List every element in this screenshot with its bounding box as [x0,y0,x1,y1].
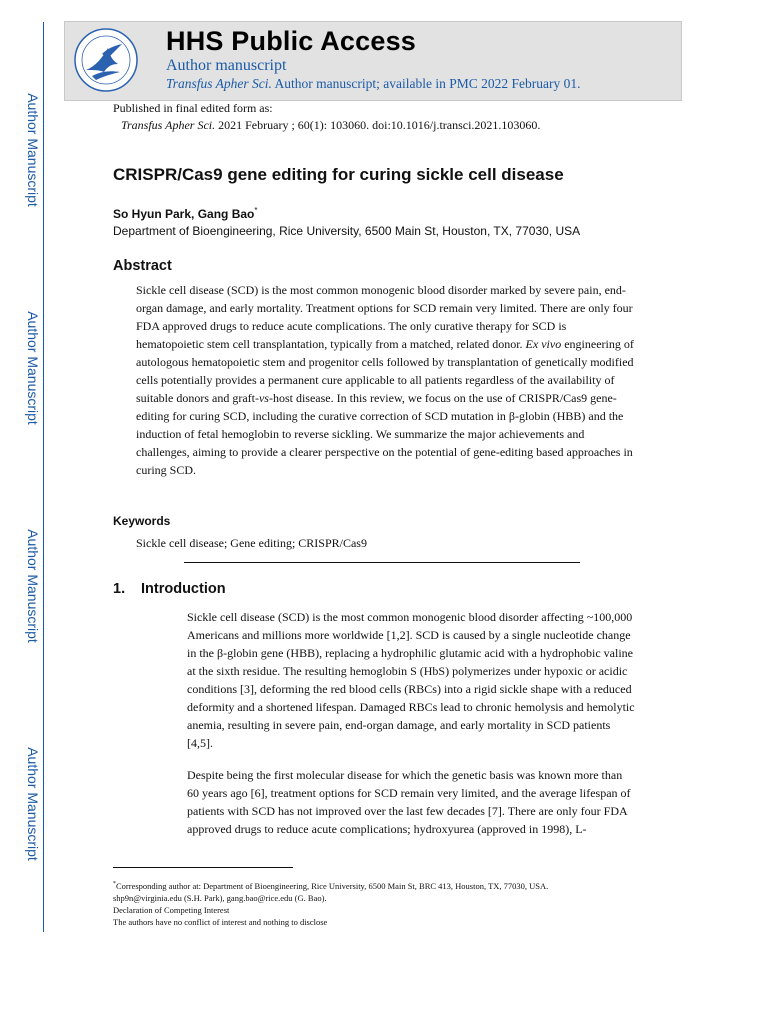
affiliation: Department of Bioengineering, Rice University, 6500 Main St, Houston, TX, 77030, USA [113,224,581,238]
declaration-heading: Declaration of Competing Interest [113,904,230,915]
intro-paragraph: Despite being the first molecular disease for which the genetic basis was known more than 60 years ago [6], treatment options for SCD remain very limited, and the average lifespan of patients with SCD has not improved over the last few decades [7]. There are only four FDA approved drugs to reduce acute complications; hydroxyurea (approved in 1998), L- [187,768,631,836]
published-label: Published in final edited form as: [113,101,273,115]
footnote-mark: * [113,881,116,887]
corresponding-author: Corresponding author at: Department of Bioengineering, Rice University, 6500 Main St, BRC 413, Houston, TX, 77030, USA. [116,880,549,891]
author-list [113,206,258,221]
author-names: So Hyun Park, Gang Bao [113,207,255,221]
section-title: Introduction [141,581,226,597]
margin-rule [43,22,44,932]
abstract-emphasis: Ex vivo [525,337,562,351]
footnote-rule [113,867,293,868]
published-journal: Transfus Apher Sci. [121,118,216,132]
published-citation [113,100,540,134]
author-manuscript-label: Author Manuscript [25,529,41,643]
corresponding-mark: * [254,206,258,215]
footnote [113,878,673,928]
section-divider [184,562,580,563]
journal-availability [166,76,580,92]
author-emails: shp9n@virginia.edu (S.H. Park), gang.bao@rice.edu (G. Bao). [113,892,327,903]
hhs-eagle-seal-icon [72,26,140,94]
availability-text: Author manuscript; available in PMC 2022 February 01. [274,76,581,91]
author-manuscript-label: Author Manuscript [25,93,41,207]
abstract-body [136,281,636,479]
abstract-text: engineering of autologous hematopoietic stem and progenitor cells followed by transplantation of genetically modified cells potentially provides a permanent cure applicable to all patients regardless of the availability of suitable donors and graft- [136,337,634,405]
keywords-list: Sickle cell disease; Gene editing; CRISPR/Cas9 [136,536,367,550]
introduction-heading [113,581,226,597]
author-manuscript-label: Author Manuscript [25,747,41,861]
abstract-text: -host disease. In this review, we focus on the use of CRISPR/Cas9 gene-editing for curing SCD, including the curative correction of SCD mutation in β-globin (HBB) and the induction of fetal hemoglobin to reverse sickling. We summarize the major achievements and challenges, aiming to provide a clearer perspective on the potential of gene-editing based approaches in curing SCD. [136,391,633,477]
intro-paragraph: Sickle cell disease (SCD) is the most common monogenic blood disorder affecting ~100,000 Americans and millions more worldwide [1,2]. SCD is caused by a single nucleotide change in the β-globin gene (HBB), replacing a hydrophilic glutamic acid with a hydrophobic valine at the sixth residue. The resulting hemoglobin S (HbS) polymerizes under hypoxic or acidic conditions [3], deforming the red blood cells (RBCs) into a rigid sickle shape with a reduced deformity and a shortened lifespan. Damaged RBCs lead to chronic hemolysis and hemolytic anemia, resulting in severe pain, end-organ damage, and early mortality in SCD patients [4,5]. [187,610,635,750]
author-manuscript-label: Author Manuscript [25,311,41,425]
section-number: 1. [113,581,126,597]
abstract-text: Sickle cell disease (SCD) is the most common monogenic blood disorder marked by severe pain, end-organ damage, and early mortality. Treatment options for SCD remain very limited. There are only four FDA approved drugs to reduce acute complications. The only curative therapy for SCD is hematopoietic stem cell transplantation, typically from a matched, related donor. [136,283,633,351]
hhs-title: HHS Public Access [166,26,416,56]
abstract-emphasis: vs [258,391,269,405]
journal-name: Transfus Apher Sci. [166,76,272,91]
abstract-heading: Abstract [113,258,172,274]
article-title: CRISPR/Cas9 gene editing for curing sickle cell disease [113,165,564,184]
declaration-text: The authors have no conflict of interest and nothing to disclose [113,916,328,927]
author-manuscript-subtitle: Author manuscript [166,57,287,74]
keywords-heading: Keywords [113,514,171,528]
published-details: 2021 February ; 60(1): 103060. doi:10.1016/j.transci.2021.103060. [218,118,541,132]
